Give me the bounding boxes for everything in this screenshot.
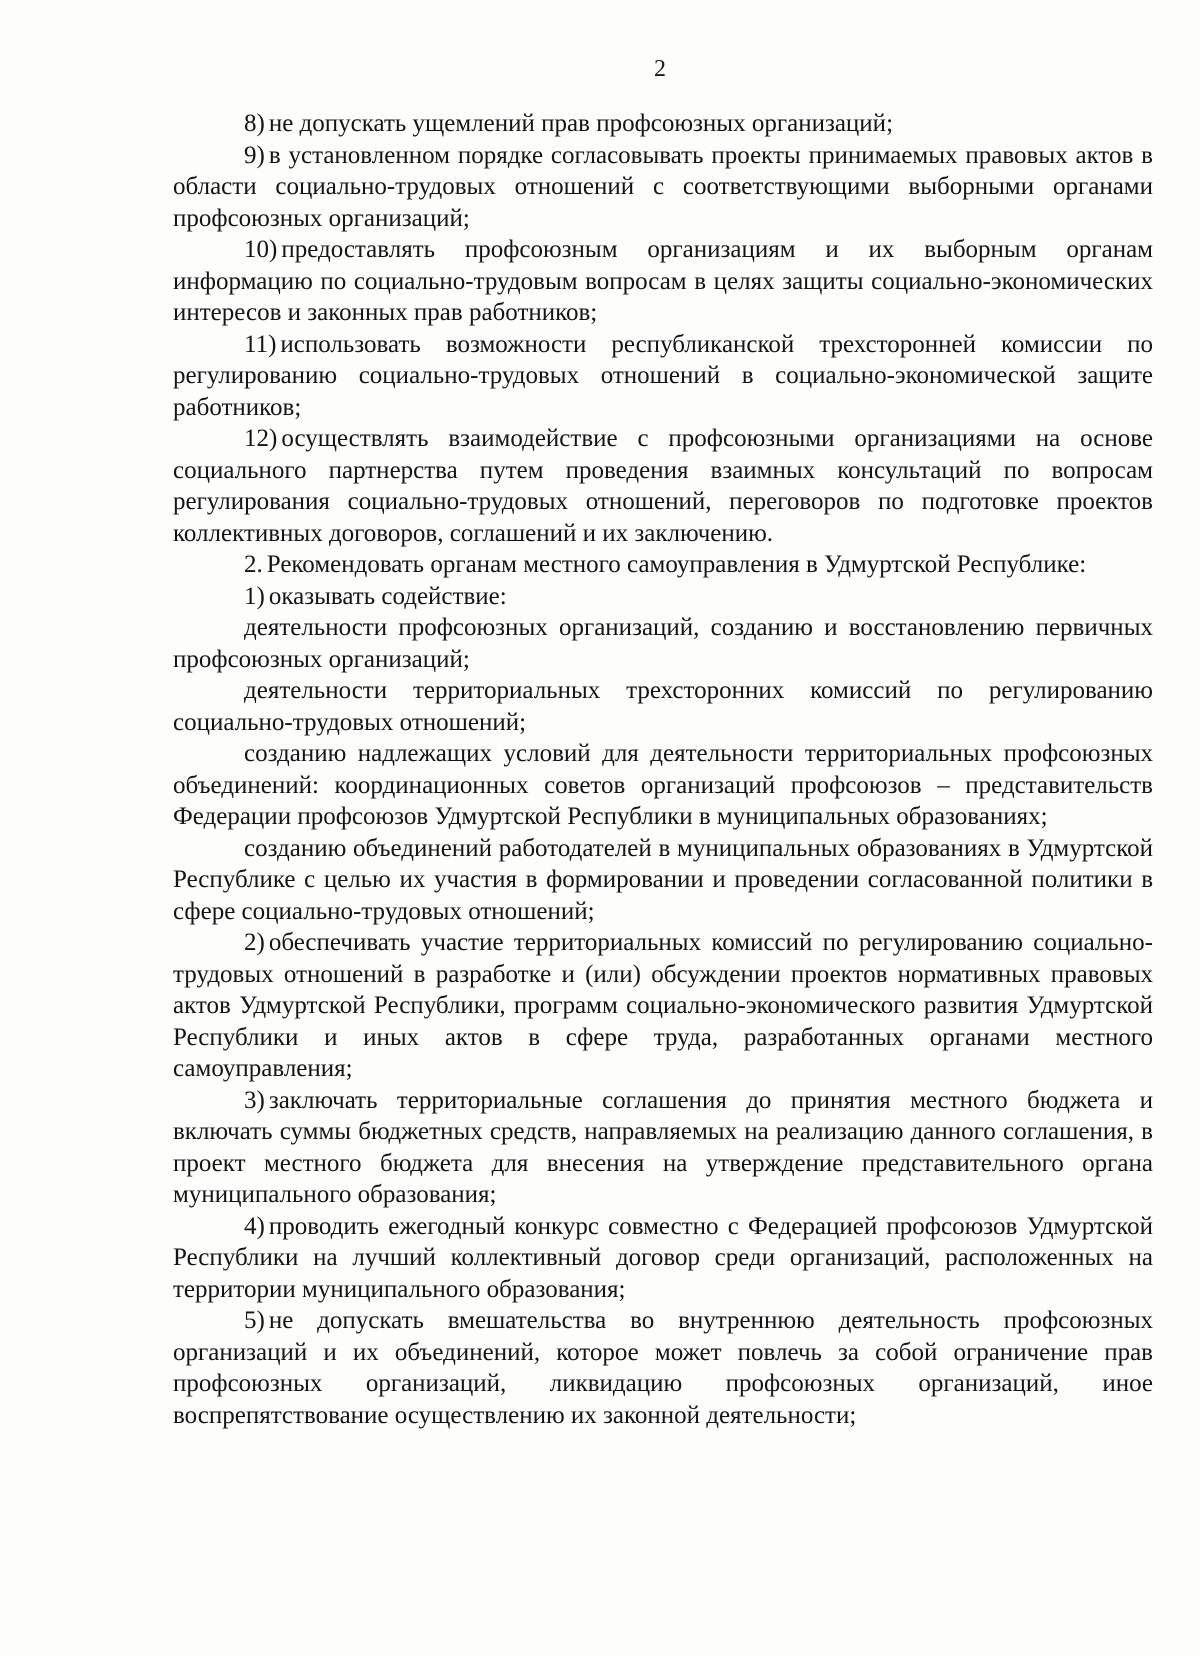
paragraph-text: проводить ежегодный конкурс совместно с Федерацией профсоюзов Удмуртской Республики на лучший коллективный договор среди организаций, расположенных на территории муниципального образования; (173, 1212, 1153, 1303)
paragraph-item-3 (173, 1085, 1153, 1211)
paragraph-number: 10) (244, 236, 278, 263)
paragraph-item-8 (173, 108, 1153, 140)
paragraph-number: 8) (244, 110, 265, 137)
paragraph-number: 4) (244, 1212, 265, 1240)
paragraph-text: Рекомендовать органам местного самоуправления в Удмуртской Республике: (266, 551, 1087, 578)
paragraph-number: 3) (244, 1086, 265, 1114)
paragraph-text: не допускать вмешательства во внутреннюю деятельность профсоюзных организаций и их объединений, которое может повлечь за собой ограничение прав профсоюзных организаций, ликвидацию профсоюзных организаций, иное воспрепятствование осуществлению их законной деятельности; (173, 1307, 1153, 1429)
paragraph-text: оказывать содействие: (268, 582, 507, 610)
paragraph-text: обеспечивать участие территориальных комиссий по регулированию социально-трудовых отношений в разработке и (или) обсуждении проектов нормативных правовых актов Удмуртской Республики, программ социально-экономического развития Удмуртской Республики и иных актов в сфере труда, разработанных органами местного самоуправления; (173, 929, 1153, 1082)
paragraph-text: осуществлять взаимодействие с профсоюзными организациями на основе социального партнерства путем проведения взаимных консультаций по вопросам регулирования социально-трудовых отношений, переговоров по подготовке проектов коллективных договоров, соглашений и их заключению. (173, 425, 1153, 547)
paragraph-item-5 (173, 1305, 1153, 1431)
paragraph-text: деятельности профсоюзных организаций, созданию и восстановлению первичных профсоюзных организаций; (173, 614, 1153, 673)
paragraph-text: предоставлять профсоюзным организациям и их выборным органам информацию по социально-трудовым вопросам в целях защиты социально-экономических интересов и законных прав работников; (173, 236, 1153, 326)
sub-paragraph (173, 675, 1153, 738)
paragraph-number: 9) (244, 141, 265, 169)
document-body (173, 108, 1153, 1431)
paragraph-item-4 (173, 1211, 1153, 1306)
sub-paragraph (173, 612, 1153, 675)
paragraph-number: 2) (244, 929, 265, 956)
paragraph-text: в установленном порядке согласовывать проекты принимаемых правовых актов в области социально-трудовых отношений с соответствующими выборными органами профсоюзных организаций; (173, 141, 1153, 232)
paragraph-number: 1) (244, 582, 265, 610)
paragraph-item-11 (173, 329, 1153, 424)
paragraph-number: 11) (244, 330, 277, 358)
paragraph-item-9 (173, 140, 1153, 235)
section-2-heading (173, 549, 1153, 581)
section-number: 2. (244, 551, 263, 578)
paragraph-text: созданию надлежащих условий для деятельности территориальных профсоюзных объединений: координационных советов организаций профсоюзов – представительств Федерации профсоюзов Удмуртской Республики в муниципальных образованиях; (173, 740, 1153, 830)
paragraph-text: использовать возможности республиканской трехсторонней комиссии по регулированию социально-трудовых отношений в социально-экономической защите работников; (173, 330, 1153, 421)
paragraph-item-1 (173, 581, 1153, 613)
sub-paragraph (173, 833, 1153, 928)
paragraph-text: заключать территориальные соглашения до принятия местного бюджета и включать суммы бюджетных средств, направляемых на реализацию данного соглашения, в проект местного бюджета для внесения на утверждение представительного органа муниципального образования; (173, 1086, 1153, 1208)
paragraph-number: 12) (244, 425, 278, 452)
paragraph-text: созданию объединений работодателей в муниципальных образованиях в Удмуртской Республике с целью их участия в формировании и проведении согласованной политики в сфере социально-трудовых отношений; (173, 834, 1153, 925)
paragraph-item-10 (173, 234, 1153, 329)
paragraph-item-12 (173, 423, 1153, 549)
sub-paragraph (173, 738, 1153, 833)
page-number: 2 (654, 56, 666, 82)
paragraph-text: деятельности территориальных трехсторонних комиссий по регулированию социально-трудовых отношений; (173, 677, 1153, 736)
paragraph-item-2 (173, 927, 1153, 1085)
paragraph-text: не допускать ущемлений прав профсоюзных организаций; (268, 110, 894, 137)
paragraph-number: 5) (244, 1307, 265, 1334)
